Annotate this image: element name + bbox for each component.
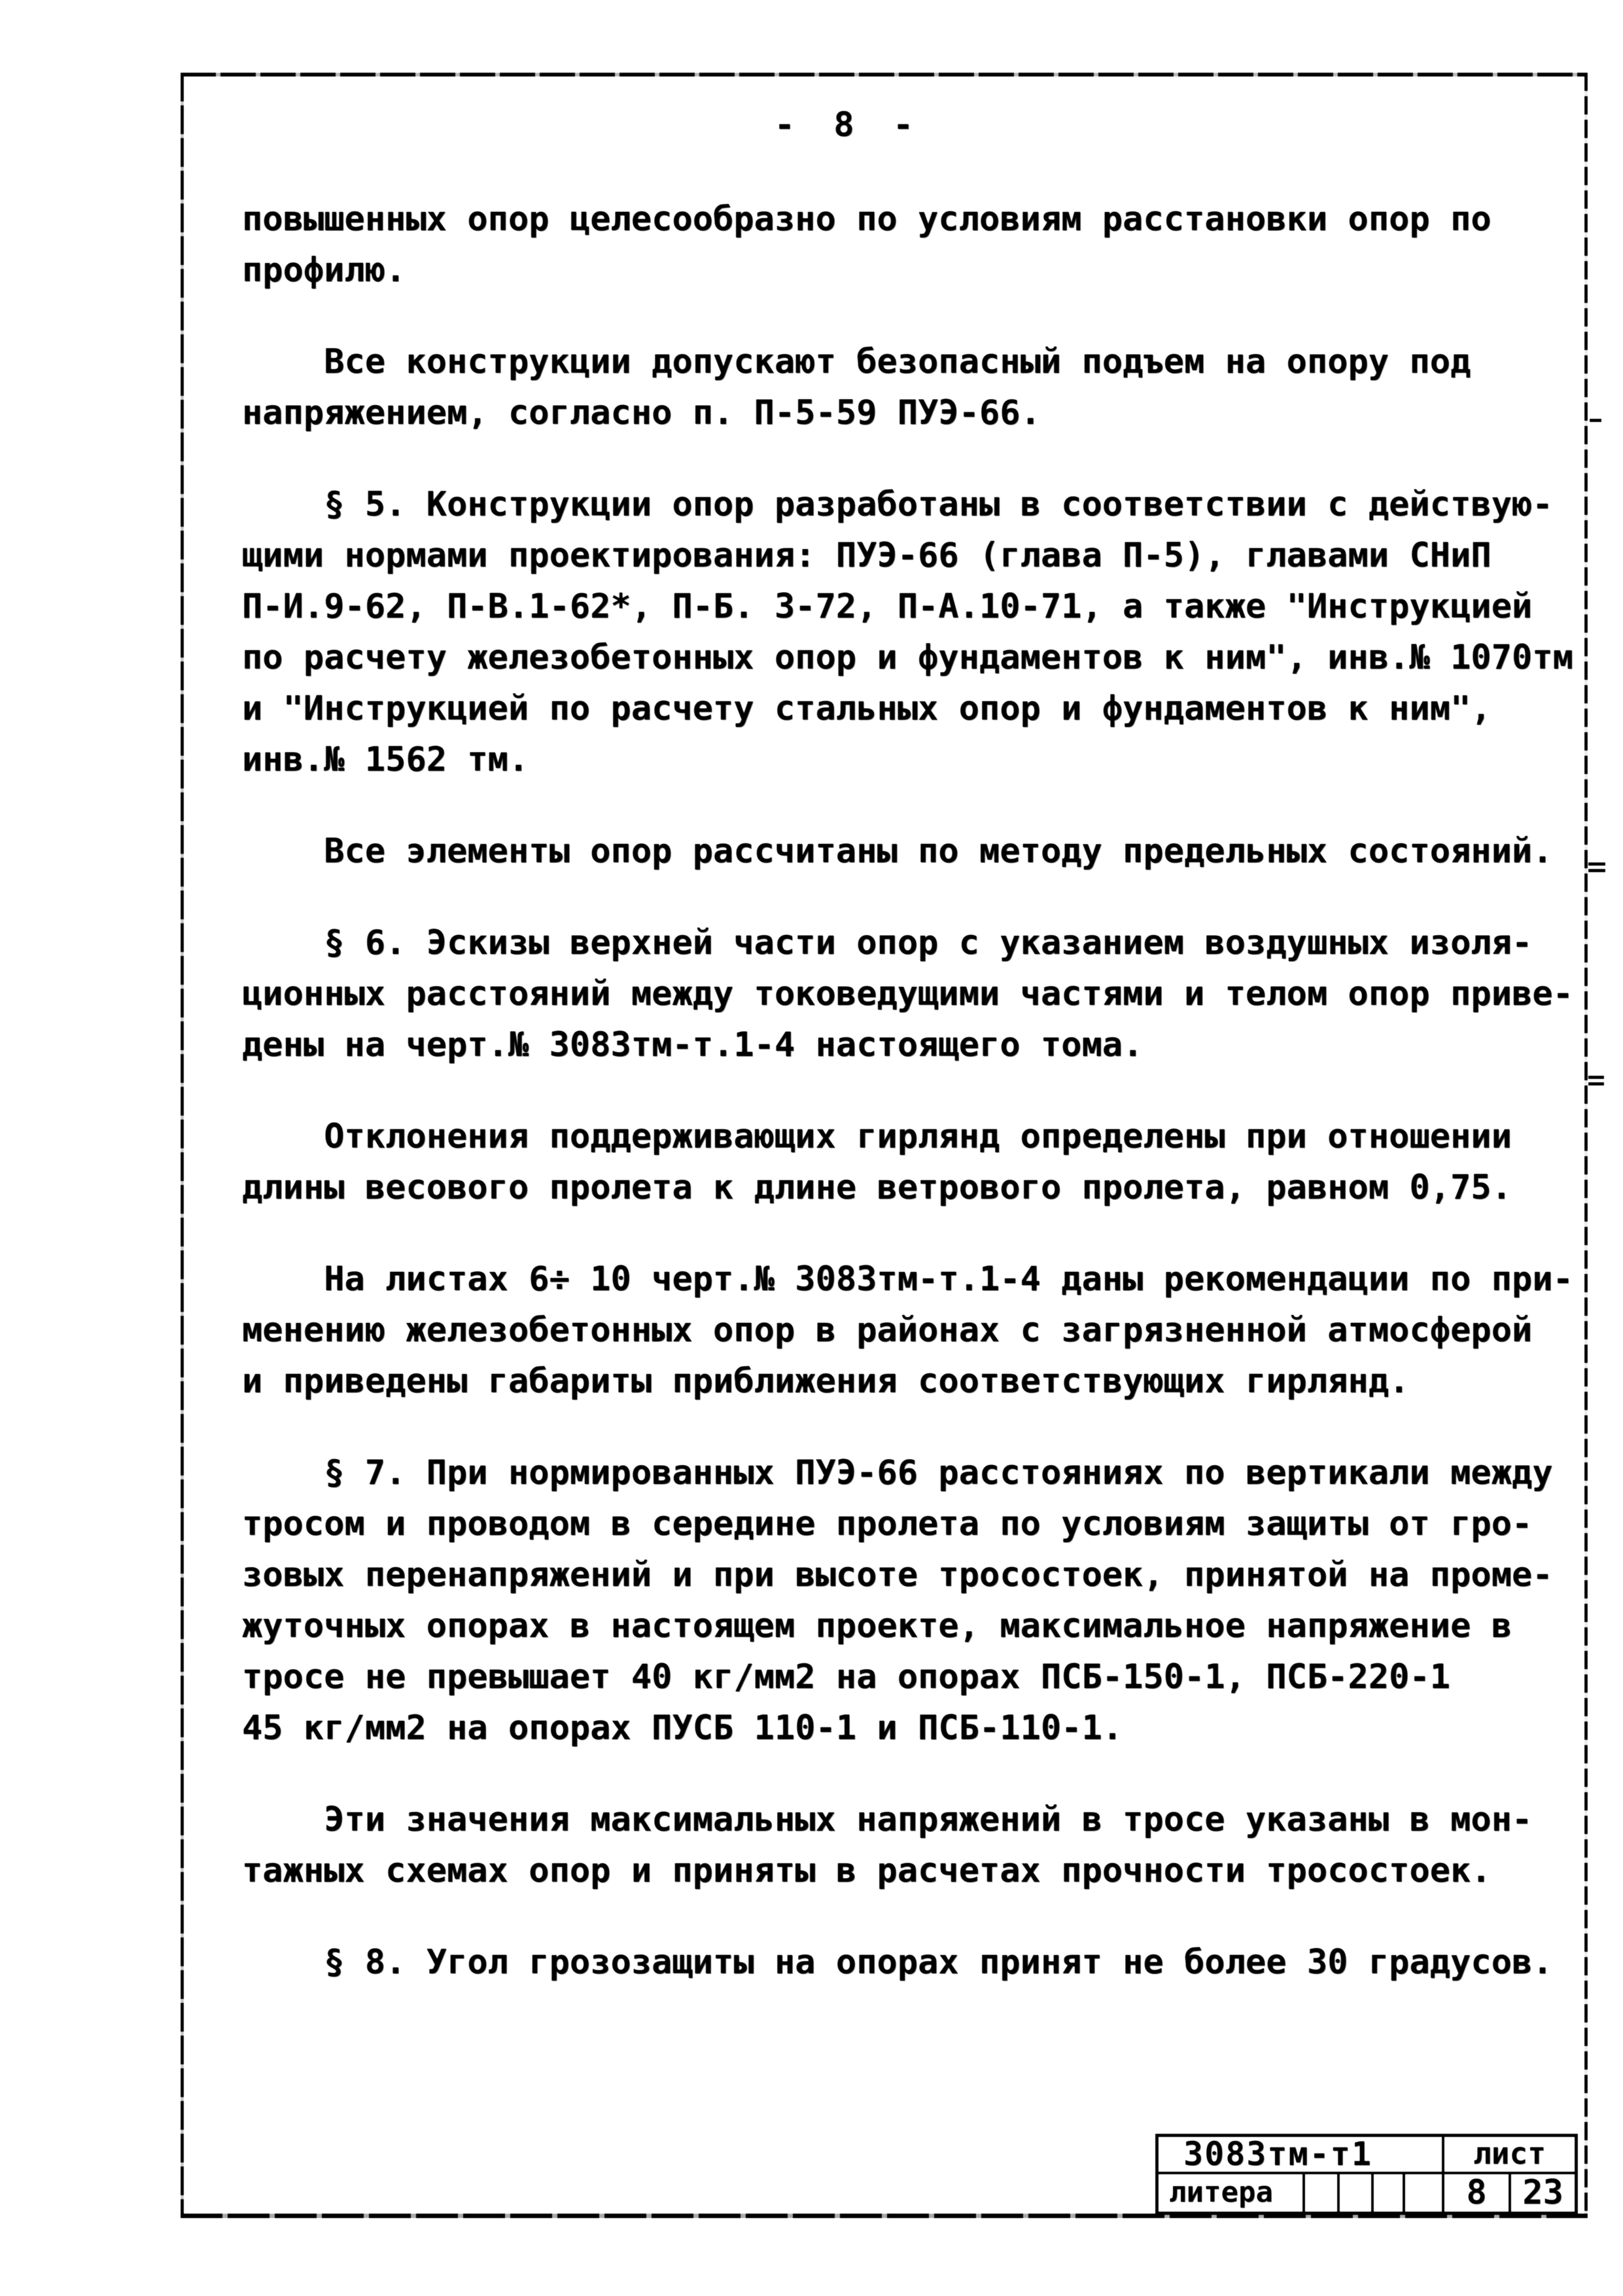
- sheet-number: 8: [1466, 2174, 1487, 2212]
- text-line: Все элементы опор рассчитаны по методу предельных состояний.: [242, 832, 1553, 871]
- text-line: § 5. Конструкции опор разработаны в соответствии с действую-: [242, 485, 1553, 524]
- text-line: тажных схемах опор и приняты в расчетах прочности тросостоек.: [242, 1851, 1492, 1890]
- paragraph: [242, 336, 1596, 438]
- text-line: щими нормами проектирования: ПУЭ-66 (глава П-5), главами СНиП: [242, 536, 1492, 575]
- paragraph: [242, 194, 1596, 296]
- text-line: профилю.: [242, 251, 406, 290]
- text-line: дены на черт.№ 3083тм-т.1-4 настоящего тома.: [242, 1025, 1143, 1065]
- text-line: зовых перенапряжений и при высоте тросостоек, принятой на проме-: [242, 1555, 1553, 1595]
- litera-label: литера: [1169, 2176, 1273, 2209]
- paragraph: [242, 479, 1596, 785]
- page-border-top: [181, 73, 1588, 77]
- text-line: по расчету железобетонных опор и фундаментов к ним", инв.№ 1070тм: [242, 638, 1573, 677]
- paragraph: [242, 826, 1596, 877]
- text-line: § 6. Эскизы верхней части опор с указанием воздушных изоля-: [242, 923, 1533, 963]
- paragraph: [242, 1254, 1596, 1407]
- text-line: Отклонения поддерживающих гирлянд определены при отношении: [242, 1117, 1512, 1156]
- litera-empty-cell: [1405, 2174, 1444, 2212]
- text-line: ционных расстояний между токоведущими частями и телом опор приве-: [242, 974, 1573, 1014]
- litera-empty-cell: [1305, 2174, 1340, 2212]
- text-line: П-И.9-62, П-В.1-62*, П-Б. 3-72, П-А.10-71, а также "Инструкцией: [242, 587, 1533, 626]
- text-line: и "Инструкцией по расчету стальных опор и фундаментов к ним",: [242, 689, 1492, 728]
- text-line: На листах 6÷ 10 черт.№ 3083тм-т.1-4 даны рекомендации по при-: [242, 1260, 1573, 1299]
- text-line: § 7. При нормированных ПУЭ-66 расстояниях по вертикали между: [242, 1453, 1553, 1492]
- text-line: напряжением, согласно п. П-5-59 ПУЭ-66.: [242, 393, 1041, 433]
- litera-cell: [1159, 2174, 1305, 2212]
- page-number: - 8 -: [774, 105, 914, 145]
- paragraph: [242, 1111, 1596, 1213]
- page-border-left: [181, 73, 184, 2218]
- text-line: Все конструкции допускают безопасный подъем на опору под: [242, 342, 1471, 381]
- text-line: тросе не превышает 40 кг/мм2 на опорах ПСБ-150-1, ПСБ-220-1: [242, 1657, 1451, 1697]
- sheet-label-cell: [1444, 2137, 1575, 2172]
- text-line: 45 кг/мм2 на опорах ПУСБ 110-1 и ПСБ-110-1.: [242, 1708, 1123, 1748]
- title-block: [1155, 2134, 1578, 2215]
- total-sheets-cell: [1511, 2174, 1575, 2212]
- document-body: [242, 194, 1596, 1988]
- text-line: жуточных опорах в настоящем проекте, максимальное напряжение в: [242, 1606, 1512, 1646]
- paragraph: [242, 917, 1596, 1070]
- text-line: инв.№ 1562 тм.: [242, 740, 529, 779]
- text-line: повышенных опор целесообразно по условиям расстановки опор по: [242, 200, 1492, 239]
- total-sheets: 23: [1522, 2174, 1563, 2212]
- doc-number: 3083тм-т1: [1183, 2137, 1372, 2172]
- sheet-number-cell: [1444, 2174, 1511, 2212]
- text-line: тросом и проводом в середине пролета по условиям защиты от гро-: [242, 1504, 1533, 1544]
- paragraph: [242, 1447, 1596, 1754]
- text-line: менению железобетонных опор в районах с загрязненной атмосферой: [242, 1311, 1533, 1350]
- litera-empty-cell: [1340, 2174, 1374, 2212]
- doc-number-cell: [1159, 2137, 1444, 2172]
- litera-empty-cell: [1374, 2174, 1405, 2212]
- text-line: длины весового пролета к длине ветрового пролета, равном 0,75.: [242, 1168, 1512, 1207]
- text-line: § 8. Угол грозозащиты на опорах принят не более 30 градусов.: [242, 1943, 1553, 1982]
- text-line: Эти значения максимальных напряжений в тросе указаны в мон-: [242, 1800, 1533, 1839]
- sheet-label: лист: [1473, 2137, 1546, 2171]
- paragraph: [242, 1937, 1596, 1988]
- paragraph: [242, 1794, 1596, 1896]
- text-line: и приведены габариты приближения соответствующих гирлянд.: [242, 1362, 1410, 1401]
